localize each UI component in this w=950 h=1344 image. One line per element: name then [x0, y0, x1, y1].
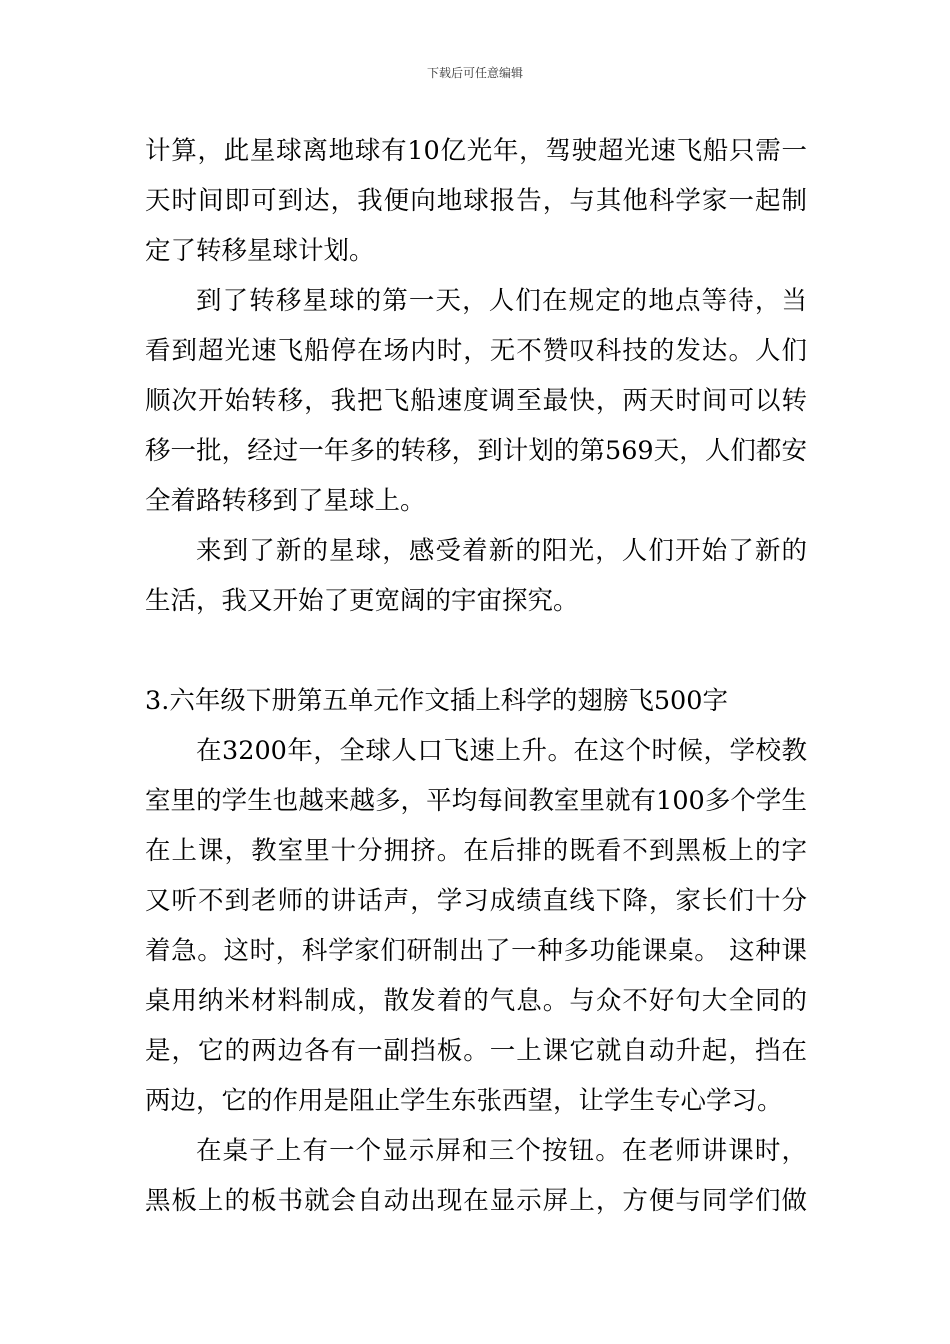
document-body: [145, 126, 807, 1226]
paragraph: [145, 1126, 807, 1226]
text-line: 看到超光速飞船停在场内时，无不赞叹科技的发达。人们: [145, 336, 807, 366]
text-line: 移一批，经过一年多的转移，到计划的第569天，人们都安: [145, 436, 807, 466]
blank-line: [145, 626, 807, 676]
text-line: 在3200年，全球人口飞速上升。在这个时候，学校教: [196, 736, 807, 766]
text-line: 是，它的两边各有一副挡板。一上课它就自动升起，挡在: [145, 1036, 807, 1066]
paragraph: [145, 126, 807, 276]
text-line: 着急。这时，科学家们研制出了一种多功能课桌。 这种课: [145, 936, 807, 966]
text-line: 黑板上的板书就会自动出现在显示屏上，方便与同学们做: [145, 1186, 807, 1216]
text-line: 顺次开始转移，我把飞船速度调至最快，两天时间可以转: [145, 386, 807, 416]
text-line: 全着路转移到了星球上。: [145, 486, 426, 516]
text-line: 生活，我又开始了更宽阔的宇宙探究。: [145, 586, 579, 616]
section-heading: 3.六年级下册第五单元作文插上科学的翅膀飞500字: [145, 686, 729, 716]
paragraph: [145, 276, 807, 526]
text-line: 又听不到老师的讲话声，学习成绩直线下降，家长们十分: [145, 886, 807, 916]
text-line: 计算，此星球离地球有10亿光年，驾驶超光速飞船只需一: [145, 136, 807, 166]
text-line: 来到了新的星球，感受着新的阳光，人们开始了新的: [196, 536, 807, 566]
paragraph: [145, 726, 807, 1126]
page-header: 下载后可任意编辑: [426, 66, 523, 80]
text-line: 天时间即可到达，我便向地球报告，与其他科学家一起制: [145, 186, 807, 216]
text-line: 室里的学生也越来越多，平均每间教室里就有100多个学生: [145, 786, 807, 816]
text-line: 在上课，教室里十分拥挤。在后排的既看不到黑板上的字: [145, 836, 807, 866]
paragraph: [145, 526, 807, 626]
text-line: 两边，它的作用是阻止学生东张西望，让学生专心学习。: [145, 1086, 783, 1116]
text-line: 定了转移星球计划。: [145, 236, 375, 266]
text-line: 到了转移星球的第一天，人们在规定的地点等待，当: [196, 286, 807, 316]
text-line: 在桌子上有一个显示屏和三个按钮。在老师讲课时，: [196, 1136, 807, 1166]
text-line: 桌用纳米材料制成，散发着的气息。与众不好句大全同的: [145, 986, 807, 1016]
